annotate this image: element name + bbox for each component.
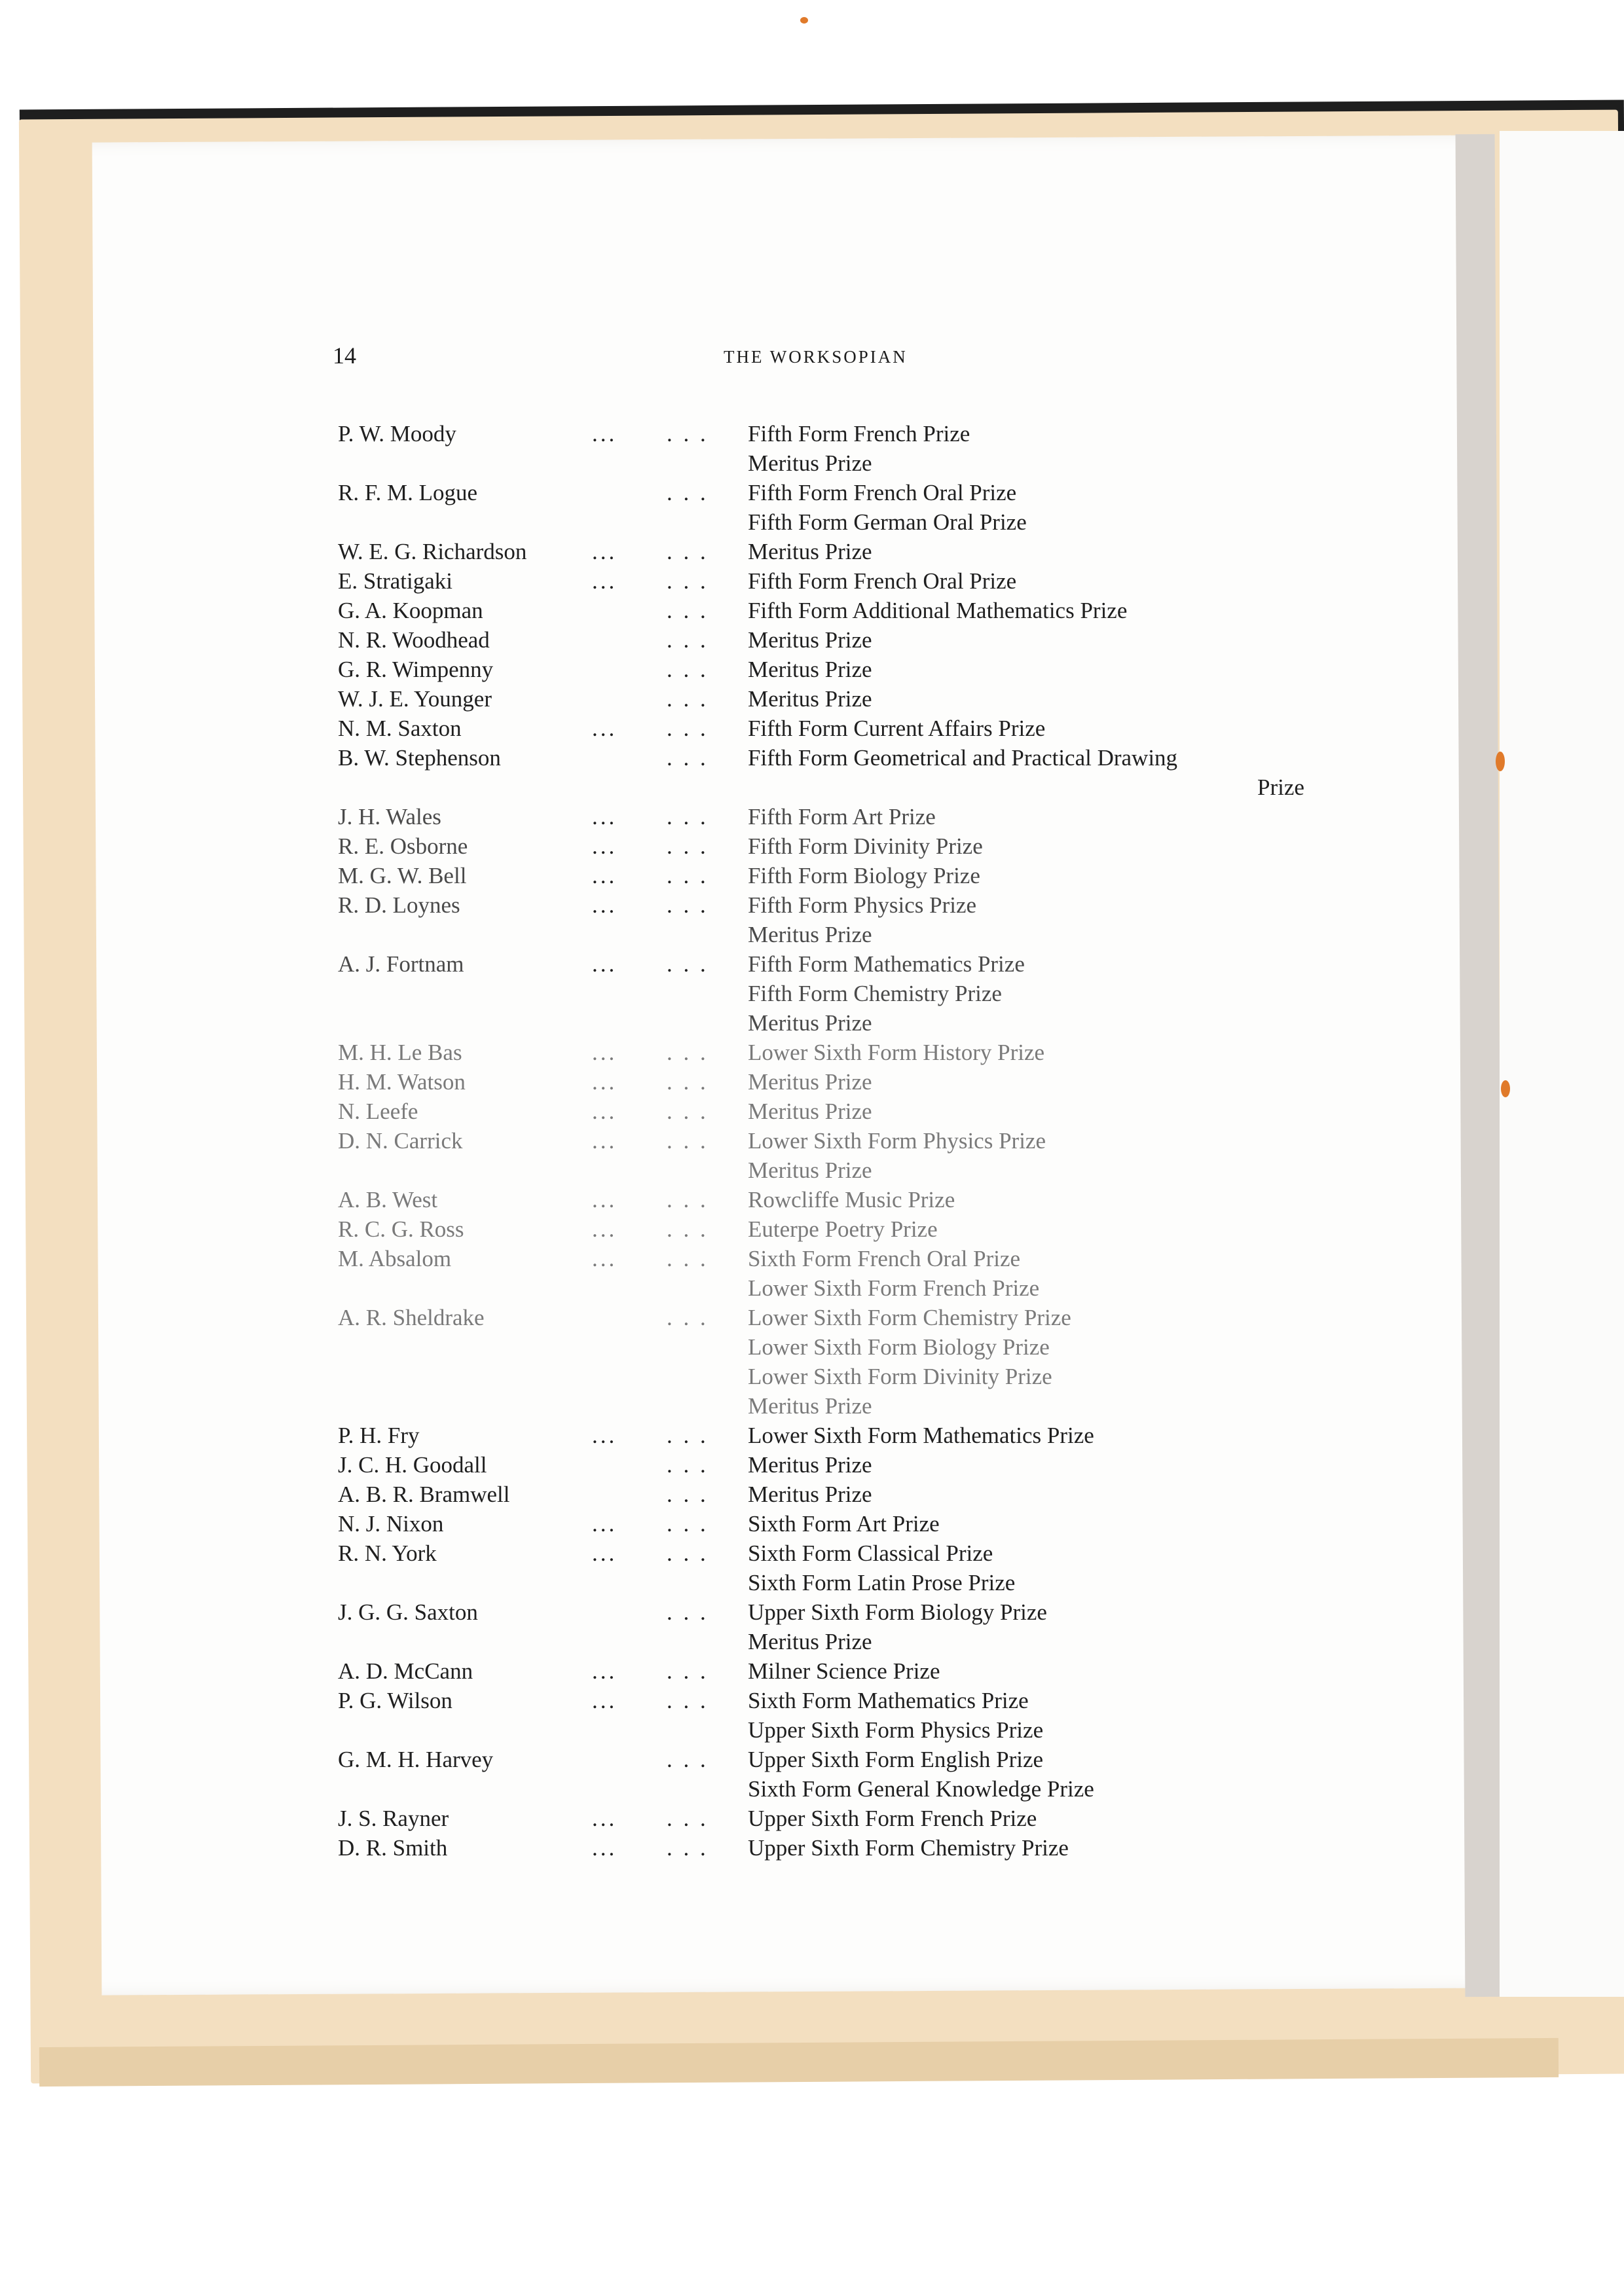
leader-dots: . . . xyxy=(667,833,709,859)
prize-entry-row xyxy=(0,714,1624,743)
prize-entry-row xyxy=(0,478,1624,507)
prize-name: Milner Science Prize xyxy=(748,1658,940,1684)
leader-dots: . . . xyxy=(667,1423,709,1448)
prize-entry-row xyxy=(0,596,1624,625)
prize-name: Fifth Form Physics Prize xyxy=(748,892,977,918)
leader-dots: ... xyxy=(592,1688,618,1713)
prize-name: Sixth Form General Knowledge Prize xyxy=(748,1776,1094,1802)
prize-continuation-row xyxy=(0,1362,1624,1391)
recipient-name: W. E. G. Richardson xyxy=(338,539,527,564)
prize-entry-row xyxy=(0,1804,1624,1833)
prize-name: Meritus Prize xyxy=(748,657,872,682)
prize-entry-row xyxy=(0,949,1624,979)
leader-dots: ... xyxy=(592,1069,618,1095)
prize-name: Lower Sixth Form Biology Prize xyxy=(748,1334,1050,1360)
leader-dots: ... xyxy=(592,1540,618,1566)
prize-name: Meritus Prize xyxy=(748,1099,872,1124)
leader-dots: ... xyxy=(592,1511,618,1537)
prize-entry-row xyxy=(0,1303,1624,1332)
leader-dots: . . . xyxy=(667,1305,709,1330)
prize-entry-row xyxy=(0,1686,1624,1715)
prize-continuation-row xyxy=(0,1627,1624,1656)
prize-name: Meritus Prize xyxy=(748,686,872,712)
leader-dots: ... xyxy=(592,1128,618,1154)
prize-continuation-row xyxy=(0,1568,1624,1597)
rust-spot xyxy=(800,17,808,24)
prize-name: Meritus Prize xyxy=(748,539,872,564)
recipient-name: A. D. McCann xyxy=(338,1658,473,1684)
leader-dots: ... xyxy=(592,1246,618,1271)
leader-dots: ... xyxy=(592,863,618,888)
recipient-name: N. J. Nixon xyxy=(338,1511,444,1537)
prize-name: Fifth Form French Prize xyxy=(748,421,970,446)
recipient-name: W. J. E. Younger xyxy=(338,686,492,712)
prize-name: Sixth Form Art Prize xyxy=(748,1511,940,1537)
recipient-name: R. N. York xyxy=(338,1540,437,1566)
recipient-name: A. B. R. Bramwell xyxy=(338,1482,510,1507)
leader-dots: . . . xyxy=(667,804,709,829)
leader-dots: . . . xyxy=(667,421,709,446)
prize-name: Lower Sixth Form Divinity Prize xyxy=(748,1364,1052,1389)
recipient-name: B. W. Stephenson xyxy=(338,745,501,771)
recipient-name: R. D. Loynes xyxy=(338,892,460,918)
recipient-name: M. H. Le Bas xyxy=(338,1040,462,1065)
prize-continuation-row xyxy=(0,979,1624,1008)
prize-name: Lower Sixth Form Chemistry Prize xyxy=(748,1305,1071,1330)
leader-dots: ... xyxy=(592,539,618,564)
recipient-name: P. W. Moody xyxy=(338,421,456,446)
leader-dots: . . . xyxy=(667,1128,709,1154)
leader-dots: . . . xyxy=(667,892,709,918)
prize-name: Meritus Prize xyxy=(748,1069,872,1095)
recipient-name: J. S. Rayner xyxy=(338,1806,449,1831)
prize-name: Upper Sixth Form Biology Prize xyxy=(748,1599,1047,1625)
leader-dots: ... xyxy=(592,1040,618,1065)
leader-dots: ... xyxy=(592,892,618,918)
prize-continuation-row xyxy=(0,920,1624,949)
recipient-name: R. C. G. Ross xyxy=(338,1216,464,1242)
prize-name: Meritus Prize xyxy=(748,922,872,947)
prize-continuation-row xyxy=(0,1008,1624,1038)
leader-dots: ... xyxy=(592,568,618,594)
prize-name: Meritus Prize xyxy=(748,627,872,653)
leader-dots: . . . xyxy=(667,1511,709,1537)
leader-dots: . . . xyxy=(667,1482,709,1507)
prize-entry-row xyxy=(0,1450,1624,1480)
prize-entry-row xyxy=(0,1185,1624,1214)
leader-dots: . . . xyxy=(667,1540,709,1566)
prize-name: Meritus Prize xyxy=(748,1393,872,1419)
prize-entry-row xyxy=(0,1038,1624,1067)
prize-name: Meritus Prize xyxy=(748,1157,872,1183)
recipient-name: N. M. Saxton xyxy=(338,716,462,741)
leader-dots: . . . xyxy=(667,1452,709,1478)
prize-entry-row xyxy=(0,1126,1624,1156)
leader-dots: . . . xyxy=(667,1806,709,1831)
recipient-name: A. B. West xyxy=(338,1187,438,1212)
prize-name: Sixth Form Classical Prize xyxy=(748,1540,993,1566)
prize-entry-row xyxy=(0,655,1624,684)
leader-dots: . . . xyxy=(667,480,709,505)
recipient-name: M. G. W. Bell xyxy=(338,863,467,888)
page-number: 14 xyxy=(333,342,356,369)
prize-name: Lower Sixth Form Mathematics Prize xyxy=(748,1423,1094,1448)
prize-name: Fifth Form Current Affairs Prize xyxy=(748,716,1046,741)
prize-name: Upper Sixth Form English Prize xyxy=(748,1747,1044,1772)
leader-dots: . . . xyxy=(667,1246,709,1271)
leader-dots: . . . xyxy=(667,627,709,653)
prize-name: Sixth Form Latin Prose Prize xyxy=(748,1570,1016,1595)
journal-title: THE WORKSOPIAN xyxy=(724,347,908,367)
leader-dots: . . . xyxy=(667,657,709,682)
prize-entry-row xyxy=(0,1539,1624,1568)
leader-dots: ... xyxy=(592,421,618,446)
prize-name: Lower Sixth Form Physics Prize xyxy=(748,1128,1046,1154)
leader-dots: . . . xyxy=(667,716,709,741)
leader-dots: . . . xyxy=(667,745,709,771)
prize-continuation-row xyxy=(0,773,1624,802)
leader-dots: ... xyxy=(592,1806,618,1831)
recipient-name: R. F. M. Logue xyxy=(338,480,478,505)
prize-entry-row xyxy=(0,1097,1624,1126)
leader-dots: ... xyxy=(592,1216,618,1242)
prize-entry-row xyxy=(0,625,1624,655)
prize-entry-row xyxy=(0,1745,1624,1774)
leader-dots: ... xyxy=(592,1187,618,1212)
recipient-name: N. R. Woodhead xyxy=(338,627,490,653)
prize-entry-row xyxy=(0,743,1624,773)
recipient-name: H. M. Watson xyxy=(338,1069,466,1095)
recipient-name: D. N. Carrick xyxy=(338,1128,463,1154)
prize-name: Meritus Prize xyxy=(748,1482,872,1507)
prize-entry-row xyxy=(0,1214,1624,1244)
prize-name: Upper Sixth Form Physics Prize xyxy=(748,1717,1044,1743)
prize-name: Fifth Form Art Prize xyxy=(748,804,936,829)
prize-continuation-row xyxy=(0,1332,1624,1362)
leader-dots: ... xyxy=(592,833,618,859)
leader-dots: . . . xyxy=(667,1599,709,1625)
prize-name: Rowcliffe Music Prize xyxy=(748,1187,955,1212)
recipient-name: G. R. Wimpenny xyxy=(338,657,494,682)
leader-dots: . . . xyxy=(667,1216,709,1242)
leader-dots: . . . xyxy=(667,1835,709,1861)
prize-entry-row xyxy=(0,537,1624,566)
leader-dots: . . . xyxy=(667,686,709,712)
recipient-name: J. G. G. Saxton xyxy=(338,1599,478,1625)
leader-dots: . . . xyxy=(667,1099,709,1124)
prize-name: Fifth Form Mathematics Prize xyxy=(748,951,1025,977)
prize-entry-row xyxy=(0,1421,1624,1450)
prize-entry-row xyxy=(0,1656,1624,1686)
prize-entry-row xyxy=(0,1833,1624,1863)
prize-entry-row xyxy=(0,861,1624,890)
prize-continuation-row xyxy=(0,448,1624,478)
prize-name: Fifth Form Additional Mathematics Prize xyxy=(748,598,1128,623)
recipient-name: R. E. Osborne xyxy=(338,833,468,859)
prize-name: Fifth Form Chemistry Prize xyxy=(748,981,1002,1006)
recipient-name: J. C. H. Goodall xyxy=(338,1452,487,1478)
leader-dots: . . . xyxy=(667,598,709,623)
leader-dots: . . . xyxy=(667,1040,709,1065)
recipient-name: M. Absalom xyxy=(338,1246,452,1271)
prize-name: Meritus Prize xyxy=(748,1010,872,1036)
prize-entry-row xyxy=(0,1067,1624,1097)
prize-name-continuation: Prize xyxy=(1257,774,1304,800)
prize-name: Fifth Form French Oral Prize xyxy=(748,480,1017,505)
leader-dots: ... xyxy=(592,716,618,741)
leader-dots: . . . xyxy=(667,1747,709,1772)
leader-dots: ... xyxy=(592,804,618,829)
prize-entry-row xyxy=(0,1509,1624,1539)
leader-dots: . . . xyxy=(667,863,709,888)
prize-name: Meritus Prize xyxy=(748,1452,872,1478)
leader-dots: ... xyxy=(592,1835,618,1861)
prize-name: Sixth Form Mathematics Prize xyxy=(748,1688,1029,1713)
recipient-name: N. Leefe xyxy=(338,1099,418,1124)
recipient-name: A. J. Fortnam xyxy=(338,951,464,977)
recipient-name: A. R. Sheldrake xyxy=(338,1305,485,1330)
prize-entry-row xyxy=(0,566,1624,596)
leader-dots: . . . xyxy=(667,1658,709,1684)
prize-name: Fifth Form Divinity Prize xyxy=(748,833,983,859)
cover-bottom-edge xyxy=(39,2038,1559,2086)
prize-name: Fifth Form Biology Prize xyxy=(748,863,980,888)
prize-name: Fifth Form Geometrical and Practical Drawing xyxy=(748,745,1178,771)
leader-dots: ... xyxy=(592,1658,618,1684)
leader-dots: . . . xyxy=(667,1688,709,1713)
recipient-name: G. M. H. Harvey xyxy=(338,1747,494,1772)
prize-name: Fifth Form French Oral Prize xyxy=(748,568,1017,594)
recipient-name: D. R. Smith xyxy=(338,1835,448,1861)
prize-entry-row xyxy=(0,802,1624,831)
prize-continuation-row xyxy=(0,507,1624,537)
leader-dots: . . . xyxy=(667,951,709,977)
prize-entry-row xyxy=(0,684,1624,714)
leader-dots: . . . xyxy=(667,1069,709,1095)
recipient-name: P. H. Fry xyxy=(338,1423,420,1448)
prize-name: Euterpe Poetry Prize xyxy=(748,1216,938,1242)
prize-name: Meritus Prize xyxy=(748,450,872,476)
prize-name: Upper Sixth Form Chemistry Prize xyxy=(748,1835,1069,1861)
prize-name: Lower Sixth Form French Prize xyxy=(748,1275,1040,1301)
leader-dots: . . . xyxy=(667,568,709,594)
prize-entry-row xyxy=(0,1597,1624,1627)
prize-continuation-row xyxy=(0,1391,1624,1421)
prize-continuation-row xyxy=(0,1273,1624,1303)
recipient-name: G. A. Koopman xyxy=(338,598,483,623)
recipient-name: E. Stratigaki xyxy=(338,568,452,594)
prize-name: Sixth Form French Oral Prize xyxy=(748,1246,1021,1271)
prize-continuation-row xyxy=(0,1715,1624,1745)
leader-dots: . . . xyxy=(667,539,709,564)
leader-dots: ... xyxy=(592,1423,618,1448)
leader-dots: ... xyxy=(592,951,618,977)
prize-entry-row xyxy=(0,831,1624,861)
recipient-name: J. H. Wales xyxy=(338,804,441,829)
recipient-name: P. G. Wilson xyxy=(338,1688,452,1713)
leader-dots: . . . xyxy=(667,1187,709,1212)
prize-entry-row xyxy=(0,890,1624,920)
prize-name: Lower Sixth Form History Prize xyxy=(748,1040,1045,1065)
prize-entry-row xyxy=(0,1480,1624,1509)
leader-dots: ... xyxy=(592,1099,618,1124)
prize-list xyxy=(0,419,1624,1863)
prize-continuation-row xyxy=(0,1774,1624,1804)
prize-entry-row xyxy=(0,419,1624,448)
prize-continuation-row xyxy=(0,1156,1624,1185)
prize-name: Meritus Prize xyxy=(748,1629,872,1654)
prize-name: Fifth Form German Oral Prize xyxy=(748,509,1027,535)
prize-entry-row xyxy=(0,1244,1624,1273)
prize-name: Upper Sixth Form French Prize xyxy=(748,1806,1037,1831)
running-head xyxy=(0,342,1624,368)
